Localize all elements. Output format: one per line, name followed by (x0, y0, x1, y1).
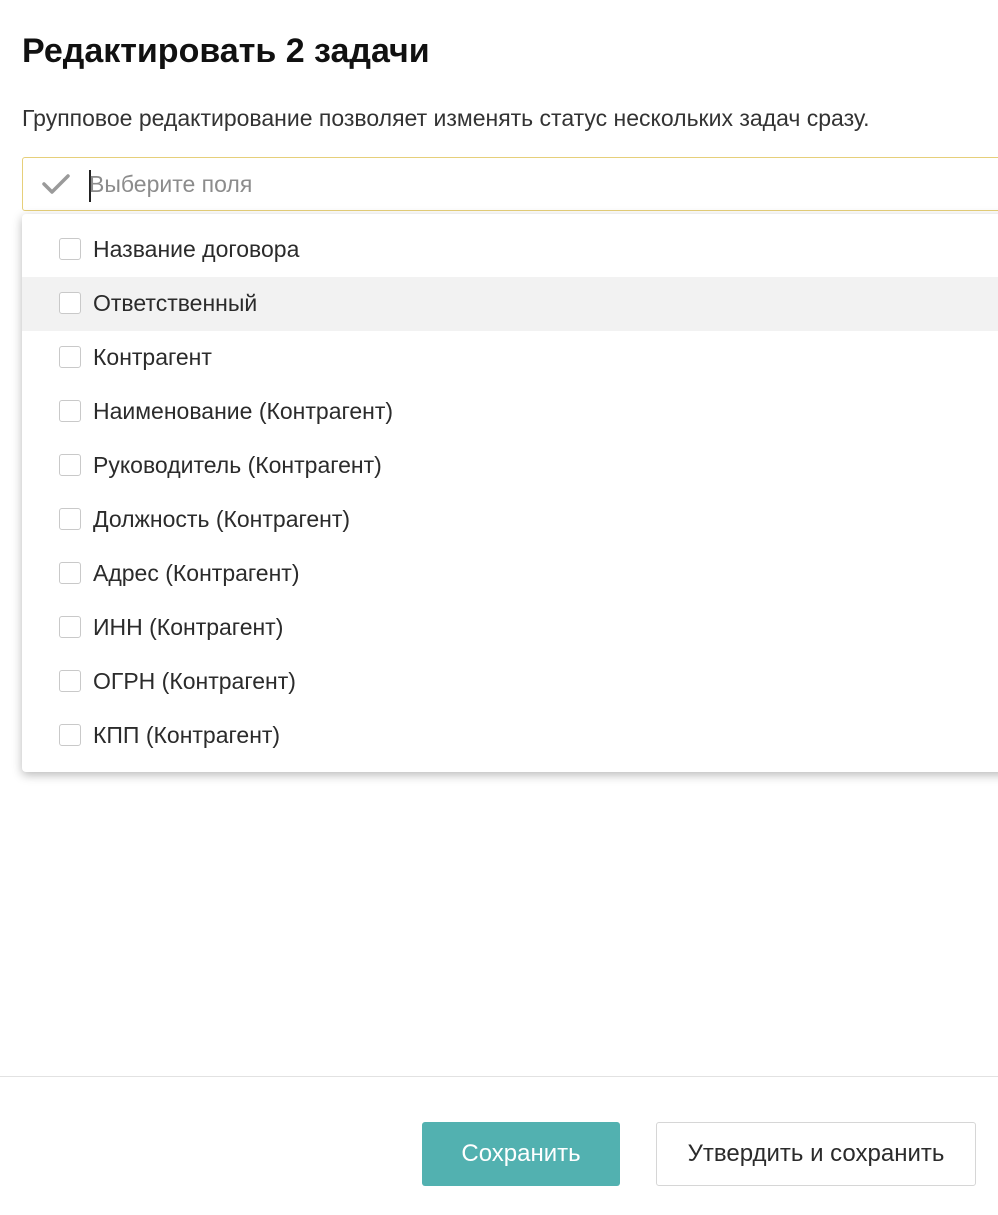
checkbox[interactable] (59, 400, 81, 422)
option-label: Адрес (Контрагент) (93, 560, 300, 586)
checkbox[interactable] (59, 238, 81, 260)
checkbox[interactable] (59, 616, 81, 638)
option-counterparty-ogrn[interactable] (22, 655, 998, 709)
option-counterparty-address[interactable] (22, 547, 998, 601)
option-label: ОГРН (Контрагент) (93, 668, 296, 694)
option-counterparty-name[interactable] (22, 385, 998, 439)
option-counterparty-position[interactable] (22, 493, 998, 547)
dialog-title: Редактировать 2 задачи (22, 32, 430, 70)
option-label: Ответственный (93, 290, 258, 316)
fields-search-input[interactable] (89, 158, 969, 210)
option-counterparty-head[interactable] (22, 439, 998, 493)
option-counterparty-kpp[interactable] (22, 709, 998, 763)
option-label: Название договора (93, 236, 300, 262)
option-label: Наименование (Контрагент) (93, 398, 394, 424)
option-label: Контрагент (93, 344, 212, 370)
option-counterparty-inn[interactable] (22, 601, 998, 655)
fields-select[interactable] (22, 157, 998, 211)
check-icon (41, 172, 71, 196)
option-label: КПП (Контрагент) (93, 722, 281, 748)
approve-and-save-button[interactable]: Утвердить и сохранить (656, 1122, 976, 1186)
checkbox[interactable] (59, 508, 81, 530)
option-counterparty[interactable] (22, 331, 998, 385)
option-label: Должность (Контрагент) (93, 506, 351, 532)
footer-divider (0, 1076, 998, 1077)
option-responsible[interactable] (22, 277, 998, 331)
checkbox[interactable] (59, 724, 81, 746)
checkbox[interactable] (59, 670, 81, 692)
option-label: ИНН (Контрагент) (93, 614, 284, 640)
option-label: Руководитель (Контрагент) (93, 452, 382, 478)
fields-dropdown (22, 214, 998, 772)
save-button[interactable]: Сохранить (422, 1122, 620, 1186)
checkbox[interactable] (59, 454, 81, 476)
checkbox[interactable] (59, 292, 81, 314)
checkbox[interactable] (59, 562, 81, 584)
option-contract-name[interactable] (22, 223, 998, 277)
checkbox[interactable] (59, 346, 81, 368)
dialog-description: Групповое редактирование позволяет изменять статус нескольких задач сразу. (22, 105, 870, 131)
